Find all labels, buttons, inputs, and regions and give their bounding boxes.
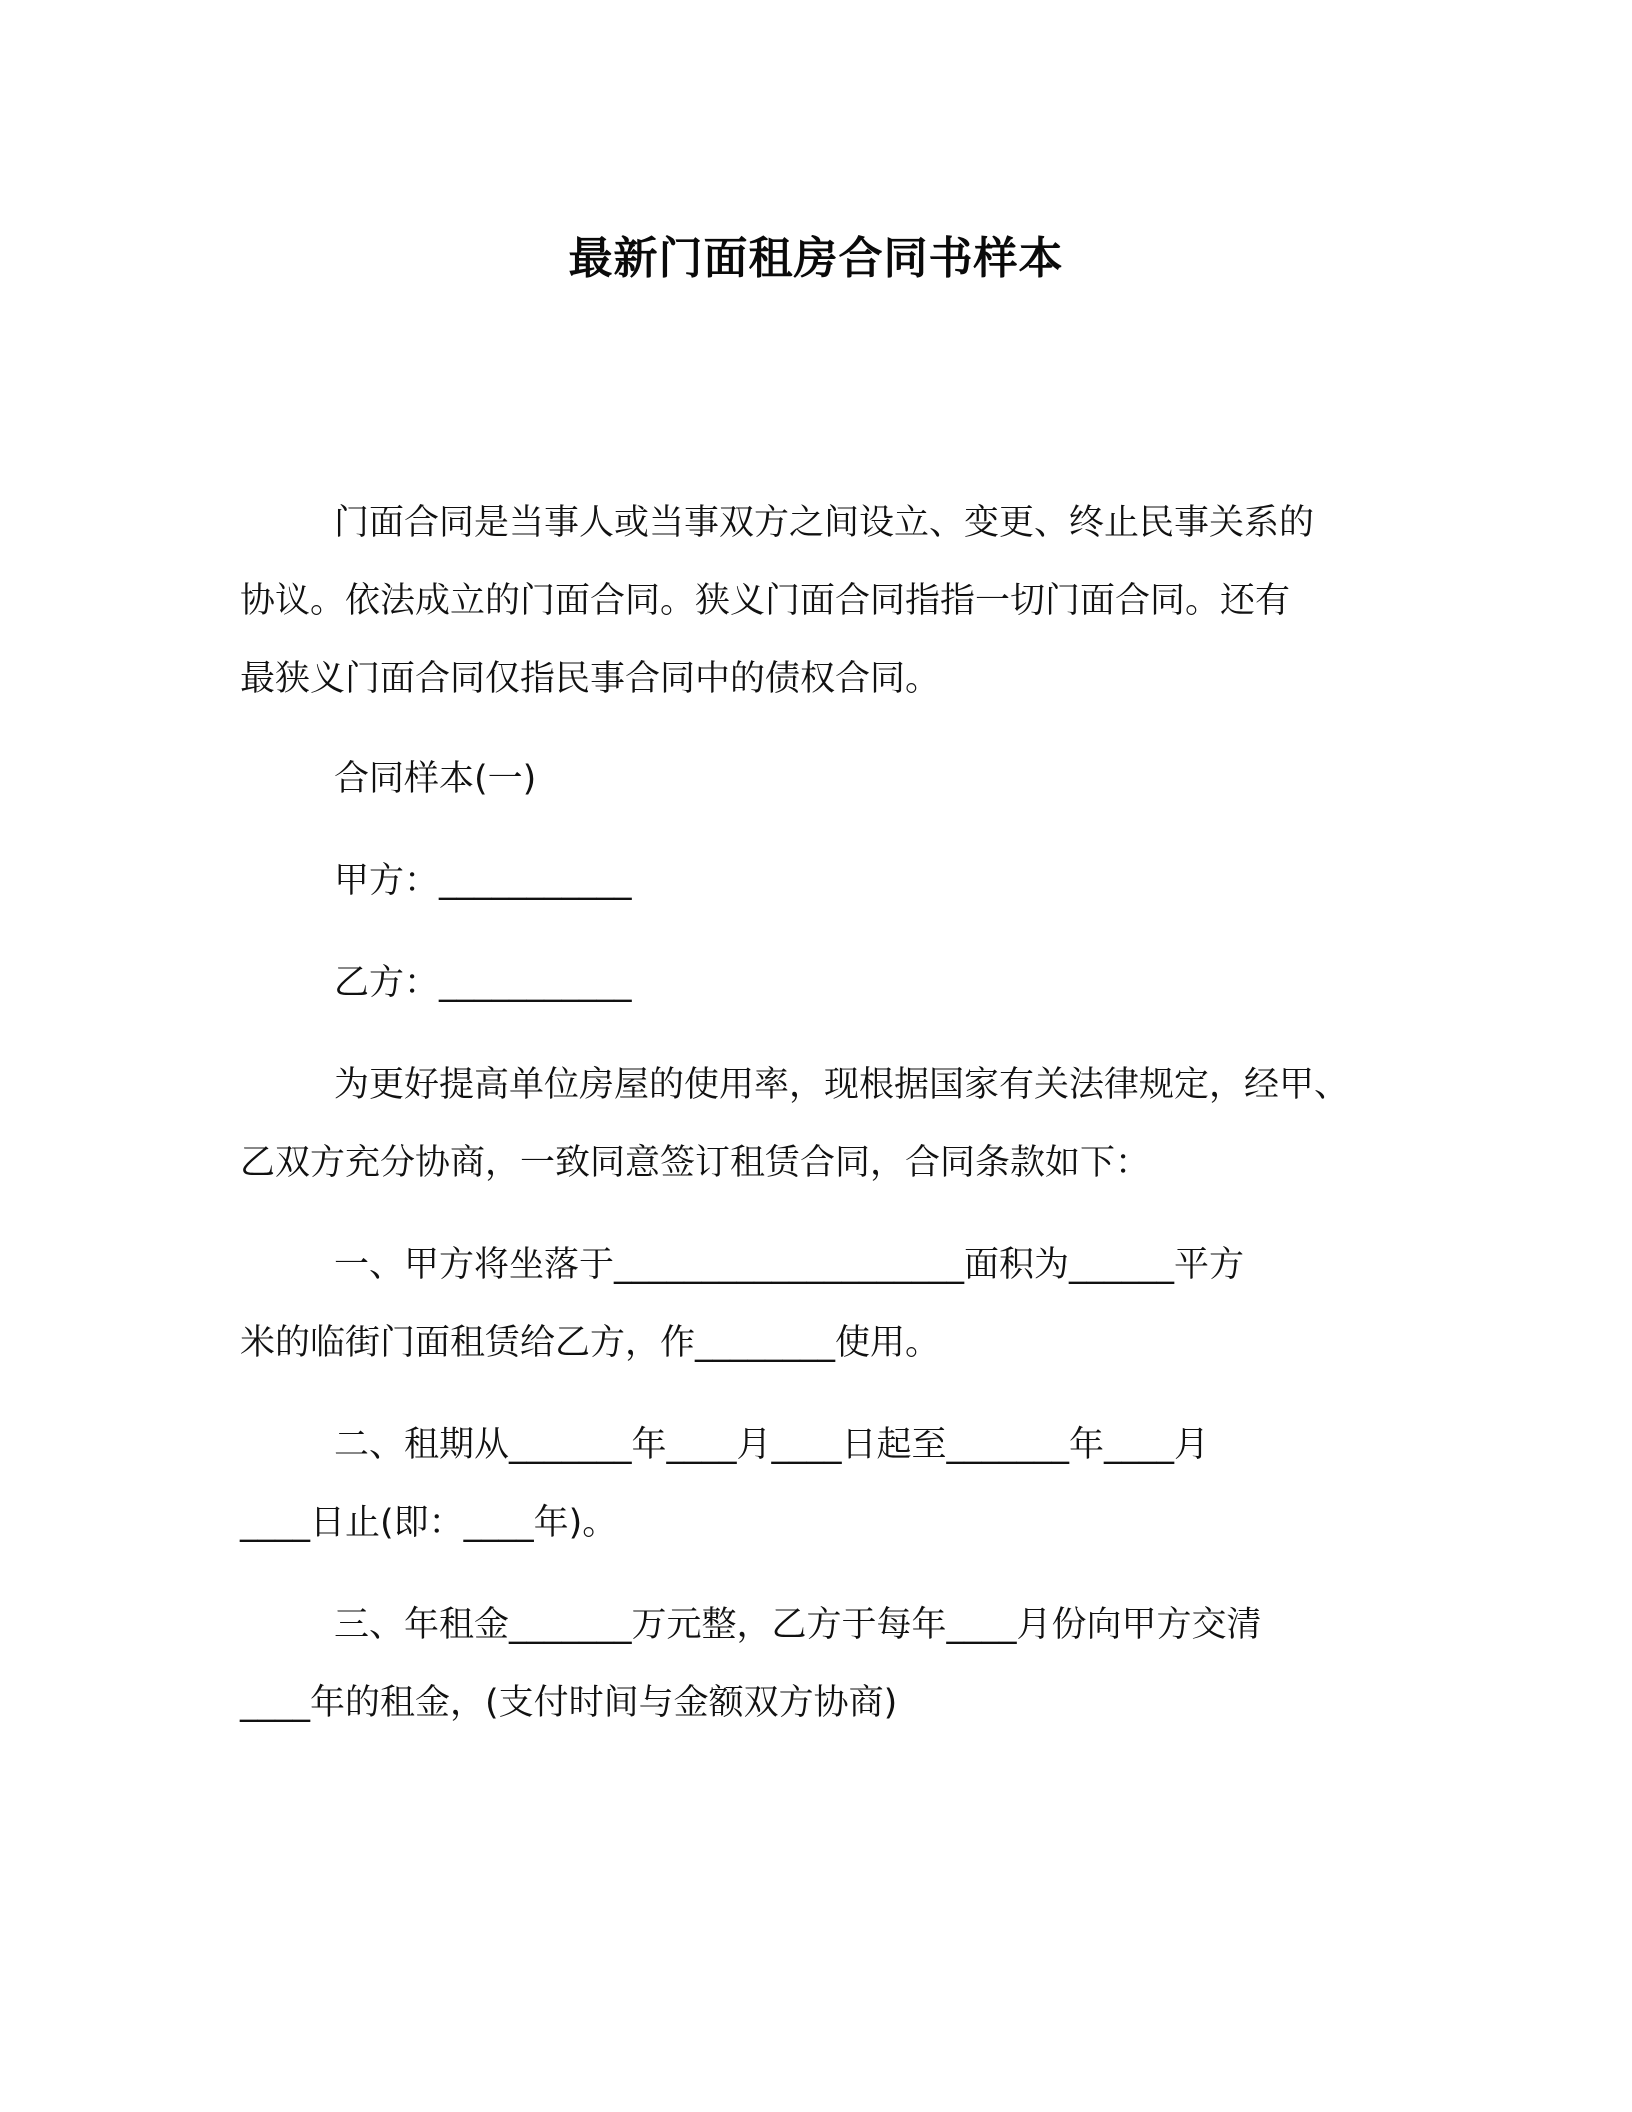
party-b-line: 乙方：___________ <box>334 963 632 1003</box>
intro-line-1: 门面合同是当事人或当事双方之间设立、变更、终止民事关系的 <box>334 503 1315 543</box>
clause-1-line-1: 一、甲方将坐落于____________________面积为______平方 <box>334 1245 1245 1285</box>
clause-3-line-2: ____年的租金，(支付时间与金额双方协商) <box>240 1683 898 1723</box>
intro-line-2: 协议。依法成立的门面合同。狭义门面合同指指一切门面合同。还有 <box>240 581 1291 621</box>
preamble-line-2: 乙双方充分协商，一致同意签订租赁合同，合同条款如下： <box>240 1143 1151 1183</box>
clause-1-line-2: 米的临街门面租赁给乙方，作________使用。 <box>240 1323 941 1363</box>
clause-2-line-2: ____日止(即：____年)。 <box>240 1503 618 1543</box>
document-title: 最新门面租房合同书样本 <box>568 233 1064 284</box>
preamble-line-1: 为更好提高单位房屋的使用率，现根据国家有关法律规定，经甲、 <box>334 1065 1350 1105</box>
intro-line-3: 最狭义门面合同仅指民事合同中的债权合同。 <box>240 659 941 699</box>
sample-heading: 合同样本(一) <box>334 759 537 799</box>
clause-2-line-1: 二、租期从_______年____月____日起至_______年____月 <box>334 1425 1210 1465</box>
clause-3-line-1: 三、年租金_______万元整，乙方于每年____月份向甲方交清 <box>334 1605 1262 1645</box>
party-a-line: 甲方：___________ <box>334 861 632 901</box>
